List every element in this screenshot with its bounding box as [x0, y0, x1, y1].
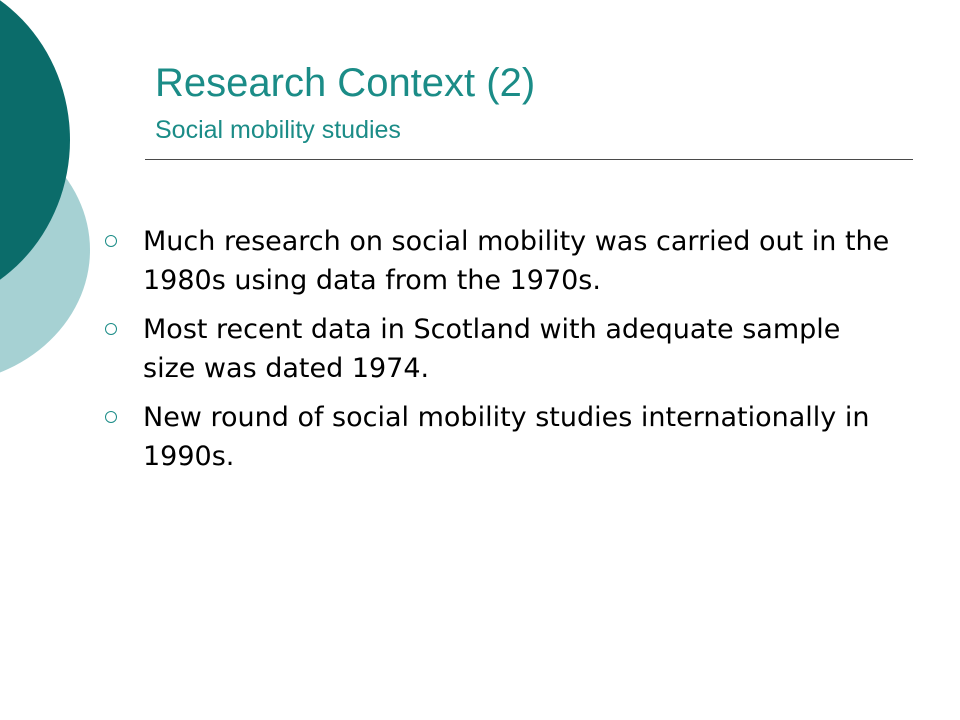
- bullet-text: Most recent data in Scotland with adequate sample size was dated 1974.: [143, 314, 841, 384]
- bullet-item: [100, 310, 900, 388]
- hollow-circle-icon: [105, 235, 117, 247]
- hollow-circle-icon: [105, 411, 117, 423]
- bullet-text: Much research on social mobility was carried out in the 1980s using data from the 1970s.: [143, 226, 890, 296]
- bullet-list: [100, 222, 900, 486]
- bullet-item: [100, 398, 900, 476]
- bullet-item: [100, 222, 900, 300]
- hollow-circle-icon: [105, 323, 117, 335]
- bullet-text: New round of social mobility studies internationally in 1990s.: [143, 402, 870, 472]
- title-divider: [145, 159, 913, 160]
- slide-subtitle: Social mobility studies: [155, 116, 401, 144]
- slide-title: Research Context (2): [155, 61, 536, 105]
